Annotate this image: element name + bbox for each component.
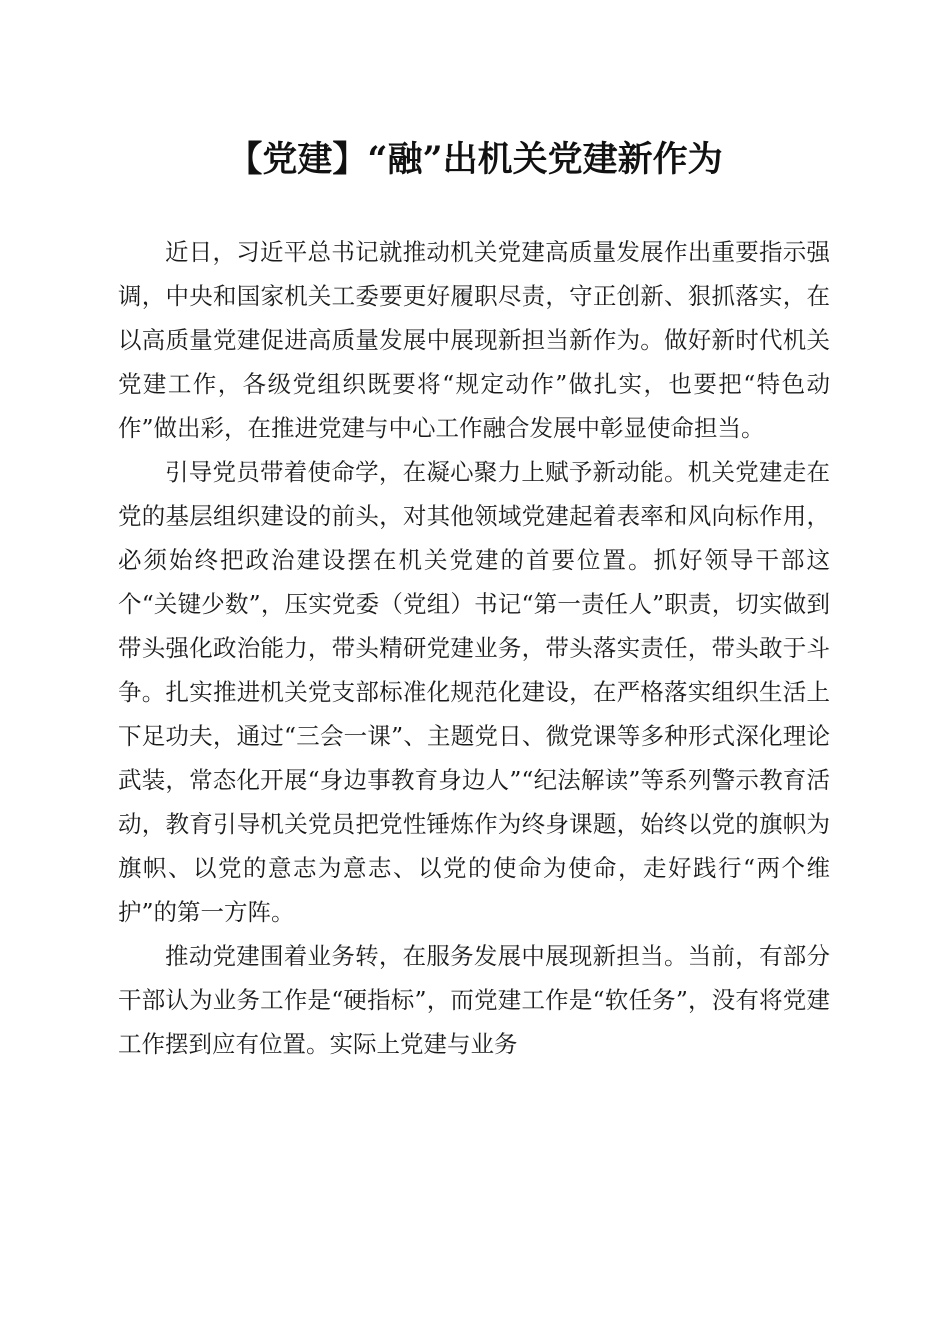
document-body: [118, 230, 830, 1066]
paragraph: 引导党员带着使命学，在凝心聚力上赋予新动能。机关党建走在党的基层组织建设的前头，对其他领域党建起着表率和风向标作用，必须始终把政治建设摆在机关党建的首要位置。抓好领导干部这个“关键少数”，压实党委（党组）书记“第一责任人”职责，切实做到带头强化政治能力，带头精研党建业务，带头落实责任，带头敢于斗争。扎实推进机关党支部标准化规范化建设，在严格落实组织生活上下足功夫，通过“三会一课”、主题党日、微党课等多种形式深化理论武装，常态化开展“身边事教育身边人”“纪法解读”等系列警示教育活动，教育引导机关党员把党性锤炼作为终身课题，始终以党的旗帜为旗帜、以党的意志为意志、以党的使命为使命，走好践行“两个维护”的第一方阵。: [118, 458, 830, 926]
paragraph: 近日，习近平总书记就推动机关党建高质量发展作出重要指示强调，中央和国家机关工委要更好履职尽责，守正创新、狠抓落实，在以高质量党建促进高质量发展中展现新担当新作为。做好新时代机关党建工作，各级党组织既要将“规定动作”做扎实，也要把“特色动作”做出彩，在推进党建与中心工作融合发展中彰显使命担当。: [118, 238, 830, 442]
document-title: 【党建】“融”出机关党建新作为: [227, 139, 723, 180]
paragraph: 推动党建围着业务转，在服务发展中展现新担当。当前，有部分干部认为业务工作是“硬指标”，而党建工作是“软任务”，没有将党建工作摆到应有位置。实际上党建与业务: [118, 942, 830, 1058]
